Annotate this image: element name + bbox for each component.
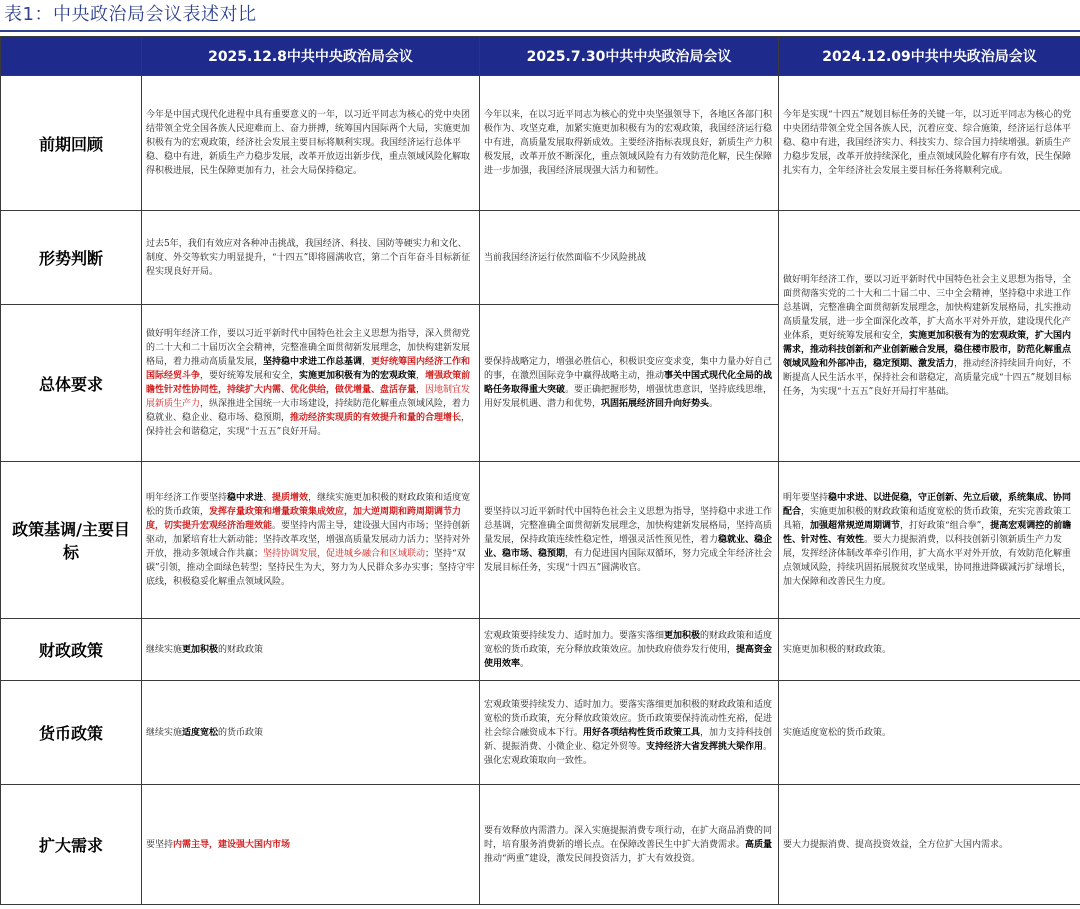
caption-divider <box>0 30 1080 32</box>
cell-kuoda-2025-12: 要坚持内需主导，建设强大国内市场 <box>142 785 480 905</box>
cell-zhengce-2025-07: 要坚持以习近平新时代中国特色社会主义思想为指导，坚持稳中求进工作总基调，完整准确全面贯彻新发展理念，加快构建新发展格局，坚持高质量发展，保持政策连续性稳定性，增强灵活性预见性，着力稳就业、稳企业、稳市场、稳预期，有力促进国内国际双循环，努力完成全年经济社会发展目标任务，实现“十四五”圆满收官。 <box>480 462 779 619</box>
comparison-table <box>0 36 1080 905</box>
cell-zhengce-2025-12: 明年经济工作要坚持稳中求进、提质增效，继续实施更加积极的财政政策和适度宽松的货币政策，发挥存量政策和增量政策集成效应，加大逆周期和跨周期调节力度，切实提升宏观经济治理效能。要坚持内需主导，建设强大国内市场；坚持创新驱动，加紧培育壮大新动能；坚持改革攻坚，增强高质量发展动力活力；坚持对外开放，推动多领域合作共赢；坚持协调发展，促进城乡融合和区域联动；坚持“双碳”引领，推动全面绿色转型；坚持民生为大，努力为人民群众多办实事；坚持守牢底线，积极稳妥化解重点领域风险。 <box>142 462 480 619</box>
cell-xingshi-2025-07: 当前我国经济运行依然面临不少风险挑战 <box>480 211 779 305</box>
cell-caizheng-2025-12: 继续实施更加积极的财政政策 <box>142 619 480 681</box>
row-huobi <box>1 681 1080 785</box>
header-2024-12: 2024.12.09中共中央政治局会议 <box>779 37 1080 76</box>
cell-zongti-2025-12: 做好明年经济工作，要以习近平新时代中国特色社会主义思想为指导，深入贯彻党的二十大和二十届历次全会精神，完整准确全面贯彻新发展理念，加快构建新发展格局，着力推动高质量发展，坚持稳中求进工作总基调，更好统筹国内经济工作和国际经贸斗争，要好统筹发展和安全，实施更加积极有为的宏观政策，增强政策前瞻性针对性协同性，持续扩大内需、优化供给，做优增量、盘活存量，因地制宜发展新质生产力，纵深推进全国统一大市场建设，持续防范化解重点领域风险，着力稳就业、稳企业、稳市场、稳预期，推动经济实现质的有效提升和量的合理增长，保持社会和谐稳定，实现“十五五”良好开局。 <box>142 305 480 462</box>
row-qianqi <box>1 76 1080 211</box>
row-label-zhengce: 政策基调/主要目标 <box>1 462 142 619</box>
row-label-qianqi: 前期回顾 <box>1 76 142 211</box>
row-xingshi <box>1 211 1080 305</box>
cell-kuoda-2025-07: 要有效释放内需潜力。深入实施提振消费专项行动，在扩大商品消费的同时，培育服务消费新的增长点。在保障改善民生中扩大消费需求。高质量推动“两重”建设，激发民间投资活力，扩大有效投资。 <box>480 785 779 905</box>
row-kuoda <box>1 785 1080 905</box>
header-2025-12: 2025.12.8中共中央政治局会议 <box>142 37 480 76</box>
cell-huobi-2025-07: 宏观政策要持续发力、适时加力。要落实落细更加积极的财政政策和适度宽松的货币政策，充分释放政策效应。货币政策要保持流动性充裕，促进社会综合融资成本下行。用好各项结构性货币政策工具，加力支持科技创新、提振消费、小微企业、稳定外贸等。支持经济大省发挥挑大梁作用。强化宏观政策取向一致性。 <box>480 681 779 785</box>
cell-zhengce-2024-12: 明年要坚持稳中求进、以进促稳，守正创新、先立后破，系统集成、协同配合，实施更加积极的财政政策和适度宽松的货币政策，充实完善政策工具箱，加强超常规逆周期调节，打好政策“组合拳”，提高宏观调控的前瞻性、针对性、有效性。要大力提振消费，以科技创新引领新质生产力发展，发挥经济体制改革牵引作用，扩大高水平对外开放，有效防范化解重点领域风险，持续巩固拓展脱贫攻坚成果，协同推进降碳减污扩绿增长，加大保障和改善民生力度。 <box>779 462 1080 619</box>
row-label-zongti: 总体要求 <box>1 305 142 462</box>
cell-qianqi-2025-07: 今年以来，在以习近平同志为核心的党中央坚强领导下，各地区各部门积极作为、攻坚克难，加紧实施更加积极有为的宏观政策，我国经济运行稳中有进，高质量发展取得新成效。主要经济指标表现良好，新质生产力积极发展，改革开放不断深化，重点领域风险有力有效防范化解，民生保障进一步加强，我国经济展现强大活力和韧性。 <box>480 76 779 211</box>
row-label-kuoda: 扩大需求 <box>1 785 142 905</box>
cell-zongti-2024-12: 做好明年经济工作，要以习近平新时代中国特色社会主义思想为指导，全面贯彻落实党的二十大和二十届二中、三中全会精神，坚持稳中求进工作总基调，完整准确全面贯彻新发展理念，加快构建新发展格局，扎实推动高质量发展，进一步全面深化改革，扩大高水平对外开放，建设现代化产业体系，更好统筹发展和安全，实施更加积极有为的宏观政策，扩大国内需求，推动科技创新和产业创新融合发展，稳住楼市股市，防范化解重点领域风险和外部冲击，稳定预期、激发活力，推动经济持续回升向好，不断提高人民生活水平，保持社会和谐稳定，高质量完成“十四五”规划目标任务，为实现“十五五”良好开局打牢基础。 <box>779 211 1080 462</box>
cell-xingshi-2025-12: 过去5年，我们有效应对各种冲击挑战，我国经济、科技、国防等硬实力和文化、制度、外交等软实力明显提升，“十四五”即将圆满收官，第二个百年奋斗目标新征程实现良好开局。 <box>142 211 480 305</box>
row-label-huobi: 货币政策 <box>1 681 142 785</box>
row-label-xingshi: 形势判断 <box>1 211 142 305</box>
cell-huobi-2025-12: 继续实施适度宽松的货币政策 <box>142 681 480 785</box>
cell-qianqi-2024-12: 今年是实现“十四五”规划目标任务的关键一年，以习近平同志为核心的党中央团结带领全党全国各族人民，沉着应变、综合施策，经济运行总体平稳、稳中有进，我国经济实力、科技实力、综合国力持续增强。新质生产力稳步发展，改革开放持续深化，重点领域风险化解有序有效，民生保障扎实有力，全年经济社会发展主要目标任务将顺利完成。 <box>779 76 1080 211</box>
cell-caizheng-2024-12: 实施更加积极的财政政策。 <box>779 619 1080 681</box>
cell-qianqi-2025-12: 今年是中国式现代化进程中具有重要意义的一年，以习近平同志为核心的党中央团结带领全党全国各族人民迎难而上、奋力拼搏，统筹国内国际两个大局，实施更加积极有为的宏观政策，经济社会发展主要目标将顺利实现。我国经济运行总体平稳、稳中有进，新质生产力稳步发展，改革开放迈出新步伐，重点领域风险化解取得积极进展，民生保障更加有力，社会大局保持稳定。 <box>142 76 480 211</box>
cell-zongti-2025-07: 要保持战略定力，增强必胜信心，积极识变应变求变，集中力量办好自己的事，在激烈国际竞争中赢得战略主动，推动事关中国式现代化全局的战略任务取得重大突破。要正确把握形势，增强忧患意识，坚持底线思维，用好发展机遇、潜力和优势，巩固拓展经济回升向好势头。 <box>480 305 779 462</box>
cell-kuoda-2024-12: 要大力提振消费、提高投资效益，全方位扩大国内需求。 <box>779 785 1080 905</box>
table-header-row <box>1 37 1080 76</box>
row-caizheng <box>1 619 1080 681</box>
header-2025-07: 2025.7.30中共中央政治局会议 <box>480 37 779 76</box>
cell-caizheng-2025-07: 宏观政策要持续发力、适时加力。要落实落细更加积极的财政政策和适度宽松的货币政策，充分释放政策效应。加快政府债券发行使用，提高资金使用效率。 <box>480 619 779 681</box>
table-caption: 表1：中央政治局会议表述对比 <box>4 4 257 25</box>
row-label-caizheng: 财政政策 <box>1 619 142 681</box>
header-corner <box>1 37 142 76</box>
cell-huobi-2024-12: 实施适度宽松的货币政策。 <box>779 681 1080 785</box>
row-zhengce <box>1 462 1080 619</box>
